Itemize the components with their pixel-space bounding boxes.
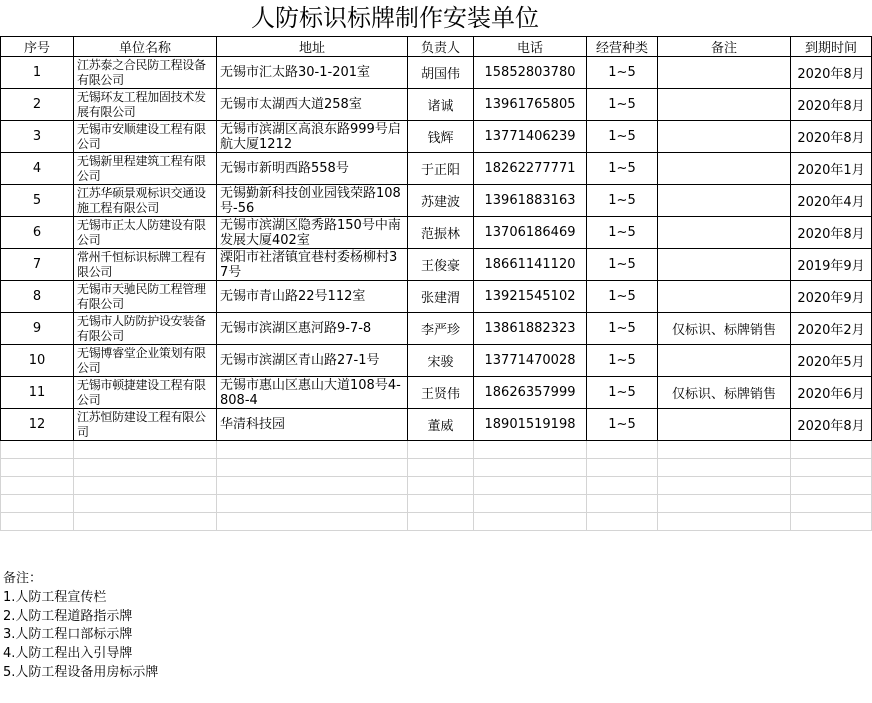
business-type-cell[interactable]: 1~5 (587, 345, 658, 377)
units-table (0, 36, 872, 531)
table-row (1, 89, 872, 121)
phone-cell[interactable]: 13706186469 (474, 217, 587, 249)
address-cell[interactable]: 华清科技园 (217, 409, 408, 441)
table-row (1, 313, 872, 345)
empty-cell[interactable] (74, 459, 217, 477)
address-cell[interactable]: 无锡市滨湖区惠河路9-7-8 (217, 313, 408, 345)
expiry-date-cell[interactable]: 2020年6月 (791, 377, 872, 409)
table-row (1, 377, 872, 409)
unit-name-cell[interactable]: 无锡市安顺建设工程有限公司 (74, 121, 217, 153)
expiry-date-cell[interactable]: 2019年9月 (791, 249, 872, 281)
contact-person-cell[interactable]: 张建渭 (408, 281, 474, 313)
address-cell[interactable]: 溧阳市社渚镇宜巷村委杨柳村37号 (217, 249, 408, 281)
row-number-cell[interactable]: 4 (1, 153, 74, 185)
row-number-cell[interactable]: 9 (1, 313, 74, 345)
row-number-cell[interactable]: 10 (1, 345, 74, 377)
address-cell[interactable]: 无锡市惠山区惠山大道108号4-808-4 (217, 377, 408, 409)
header-cell[interactable]: 单位名称 (74, 37, 217, 57)
address-cell[interactable]: 无锡市汇太路30-1-201室 (217, 57, 408, 89)
contact-person-cell[interactable]: 胡国伟 (408, 57, 474, 89)
empty-cell[interactable] (217, 477, 408, 495)
header-cell[interactable]: 负责人 (408, 37, 474, 57)
empty-cell[interactable] (658, 477, 791, 495)
row-number-cell[interactable]: 1 (1, 57, 74, 89)
row-number-cell[interactable]: 7 (1, 249, 74, 281)
notes-section (3, 570, 158, 683)
note-item: 4.人防工程出入引导牌 (3, 646, 133, 662)
note-item: 5.人防工程设备用房标示牌 (3, 664, 159, 680)
header-cell[interactable]: 到期时间 (791, 37, 872, 57)
header-row (1, 37, 872, 57)
expiry-date-cell[interactable]: 2020年8月 (791, 217, 872, 249)
unit-name-cell[interactable]: 无锡市天驰民防工程管理有限公司 (74, 281, 217, 313)
empty-cell[interactable] (791, 459, 872, 477)
contact-person-cell[interactable]: 王俊豪 (408, 249, 474, 281)
empty-cell[interactable] (217, 441, 408, 459)
empty-cell[interactable] (217, 495, 408, 513)
phone-cell[interactable]: 15852803780 (474, 57, 587, 89)
address-cell[interactable]: 无锡市滨湖区青山路27-1号 (217, 345, 408, 377)
header-cell[interactable]: 序号 (1, 37, 74, 57)
empty-cell[interactable] (658, 459, 791, 477)
remark-cell[interactable] (658, 217, 791, 249)
table-row (1, 121, 872, 153)
expiry-date-cell[interactable]: 2020年5月 (791, 345, 872, 377)
empty-cell[interactable] (474, 459, 587, 477)
contact-person-cell[interactable]: 范振林 (408, 217, 474, 249)
empty-cell[interactable] (587, 459, 658, 477)
header-cell[interactable]: 地址 (217, 37, 408, 57)
remark-cell[interactable] (658, 153, 791, 185)
empty-cell[interactable] (474, 495, 587, 513)
remark-cell[interactable] (658, 345, 791, 377)
business-type-cell[interactable]: 1~5 (587, 249, 658, 281)
remark-cell[interactable] (658, 185, 791, 217)
contact-person-cell[interactable]: 王贤伟 (408, 377, 474, 409)
empty-cell[interactable] (587, 441, 658, 459)
header-cell[interactable]: 经营种类 (587, 37, 658, 57)
remark-cell[interactable] (658, 249, 791, 281)
table-row (1, 57, 872, 89)
empty-cell[interactable] (408, 441, 474, 459)
unit-name-cell[interactable]: 江苏华硕景观标识交通设施工程有限公司 (74, 185, 217, 217)
empty-cell[interactable] (217, 513, 408, 531)
empty-cell[interactable] (217, 459, 408, 477)
unit-name-cell[interactable]: 无锡市正太人防建设有限公司 (74, 217, 217, 249)
phone-cell[interactable]: 13771406239 (474, 121, 587, 153)
header-cell[interactable]: 备注 (658, 37, 791, 57)
page-title: 人防标识标牌制作安装单位 (251, 4, 539, 32)
remark-cell[interactable] (658, 121, 791, 153)
phone-cell[interactable]: 13771470028 (474, 345, 587, 377)
empty-row (1, 513, 872, 531)
contact-person-cell[interactable]: 苏建波 (408, 185, 474, 217)
unit-name-cell[interactable]: 常州千恒标识标牌工程有限公司 (74, 249, 217, 281)
empty-cell[interactable] (587, 477, 658, 495)
phone-cell[interactable]: 18901519198 (474, 409, 587, 441)
unit-name-cell[interactable]: 江苏泰之合民防工程设备有限公司 (74, 57, 217, 89)
phone-cell[interactable]: 13961765805 (474, 89, 587, 121)
contact-person-cell[interactable]: 李严珍 (408, 313, 474, 345)
contact-person-cell[interactable]: 于正阳 (408, 153, 474, 185)
address-cell[interactable]: 无锡市太湖西大道258室 (217, 89, 408, 121)
empty-cell[interactable] (408, 477, 474, 495)
row-number-cell[interactable]: 5 (1, 185, 74, 217)
unit-name-cell[interactable]: 无锡博睿堂企业策划有限公司 (74, 345, 217, 377)
address-cell[interactable]: 无锡市青山路22号112室 (217, 281, 408, 313)
contact-person-cell[interactable]: 诸诚 (408, 89, 474, 121)
phone-cell[interactable]: 18661141120 (474, 249, 587, 281)
expiry-date-cell[interactable]: 2020年4月 (791, 185, 872, 217)
empty-cell[interactable] (474, 513, 587, 531)
expiry-date-cell[interactable]: 2020年8月 (791, 57, 872, 89)
empty-cell[interactable] (791, 477, 872, 495)
note-item: 1.人防工程宣传栏 (3, 589, 107, 605)
note-item: 2.人防工程道路指示牌 (3, 608, 133, 624)
remark-cell[interactable] (658, 89, 791, 121)
empty-cell[interactable] (1, 477, 74, 495)
business-type-cell[interactable]: 1~5 (587, 185, 658, 217)
empty-cell[interactable] (1, 495, 74, 513)
empty-cell[interactable] (658, 513, 791, 531)
business-type-cell[interactable]: 1~5 (587, 57, 658, 89)
empty-cell[interactable] (658, 441, 791, 459)
unit-name-cell[interactable]: 无锡新里程建筑工程有限公司 (74, 153, 217, 185)
business-type-cell[interactable]: 1~5 (587, 89, 658, 121)
empty-cell[interactable] (658, 495, 791, 513)
contact-person-cell[interactable]: 董威 (408, 409, 474, 441)
table-row (1, 217, 872, 249)
expiry-date-cell[interactable]: 2020年9月 (791, 281, 872, 313)
contact-person-cell[interactable]: 宋骏 (408, 345, 474, 377)
empty-cell[interactable] (74, 495, 217, 513)
table-row (1, 153, 872, 185)
address-cell[interactable]: 无锡市新明西路558号 (217, 153, 408, 185)
empty-cell[interactable] (74, 477, 217, 495)
phone-cell[interactable]: 13921545102 (474, 281, 587, 313)
empty-cell[interactable] (1, 513, 74, 531)
empty-cell[interactable] (408, 495, 474, 513)
address-cell[interactable]: 无锡勤新科技创业园钱荣路108号-56 (217, 185, 408, 217)
empty-cell[interactable] (74, 441, 217, 459)
table-row (1, 409, 872, 441)
empty-cell[interactable] (791, 513, 872, 531)
contact-person-cell[interactable]: 钱辉 (408, 121, 474, 153)
address-cell[interactable]: 无锡市滨湖区隐秀路150号中南发展大厦402室 (217, 217, 408, 249)
row-number-cell[interactable]: 2 (1, 89, 74, 121)
business-type-cell[interactable]: 1~5 (587, 153, 658, 185)
empty-row (1, 459, 872, 477)
empty-row (1, 495, 872, 513)
empty-cell[interactable] (1, 459, 74, 477)
business-type-cell[interactable]: 1~5 (587, 217, 658, 249)
phone-cell[interactable]: 18262277771 (474, 153, 587, 185)
business-type-cell[interactable]: 1~5 (587, 121, 658, 153)
phone-cell[interactable]: 18626357999 (474, 377, 587, 409)
unit-name-cell[interactable]: 无锡市人防防护设安装备有限公司 (74, 313, 217, 345)
empty-cell[interactable] (74, 513, 217, 531)
business-type-cell[interactable]: 1~5 (587, 281, 658, 313)
empty-cell[interactable] (474, 477, 587, 495)
unit-name-cell[interactable]: 江苏恒防建设工程有限公司 (74, 409, 217, 441)
row-number-cell[interactable]: 12 (1, 409, 74, 441)
header-cell[interactable]: 电话 (474, 37, 587, 57)
row-number-cell[interactable]: 6 (1, 217, 74, 249)
table-row (1, 281, 872, 313)
row-number-cell[interactable]: 11 (1, 377, 74, 409)
note-item: 3.人防工程口部标示牌 (3, 627, 133, 643)
empty-cell[interactable] (474, 441, 587, 459)
empty-cell[interactable] (791, 495, 872, 513)
unit-name-cell[interactable]: 无锡环友工程加固技术发展有限公司 (74, 89, 217, 121)
empty-row (1, 441, 872, 459)
unit-name-cell[interactable]: 无锡市顿捷建设工程有限公司 (74, 377, 217, 409)
remark-cell[interactable]: 仅标识、标牌销售 (658, 313, 791, 345)
empty-cell[interactable] (587, 495, 658, 513)
expiry-date-cell[interactable]: 2020年2月 (791, 313, 872, 345)
empty-cell[interactable] (408, 459, 474, 477)
remark-cell[interactable] (658, 409, 791, 441)
address-cell[interactable]: 无锡市滨湖区高浪东路999号启航大厦1212 (217, 121, 408, 153)
expiry-date-cell[interactable]: 2020年1月 (791, 153, 872, 185)
expiry-date-cell[interactable]: 2020年8月 (791, 89, 872, 121)
remark-cell[interactable]: 仅标识、标牌销售 (658, 377, 791, 409)
table-row (1, 185, 872, 217)
remark-cell[interactable] (658, 281, 791, 313)
remark-cell[interactable] (658, 57, 791, 89)
empty-row (1, 477, 872, 495)
empty-cell[interactable] (1, 441, 74, 459)
row-number-cell[interactable]: 3 (1, 121, 74, 153)
table-row (1, 345, 872, 377)
expiry-date-cell[interactable]: 2020年8月 (791, 121, 872, 153)
table-row (1, 249, 872, 281)
phone-cell[interactable]: 13961883163 (474, 185, 587, 217)
empty-cell[interactable] (408, 513, 474, 531)
empty-cell[interactable] (791, 441, 872, 459)
business-type-cell[interactable]: 1~5 (587, 377, 658, 409)
notes-label: 备注： (3, 571, 43, 586)
business-type-cell[interactable]: 1~5 (587, 313, 658, 345)
expiry-date-cell[interactable]: 2020年8月 (791, 409, 872, 441)
empty-cell[interactable] (587, 513, 658, 531)
business-type-cell[interactable]: 1~5 (587, 409, 658, 441)
row-number-cell[interactable]: 8 (1, 281, 74, 313)
phone-cell[interactable]: 13861882323 (474, 313, 587, 345)
